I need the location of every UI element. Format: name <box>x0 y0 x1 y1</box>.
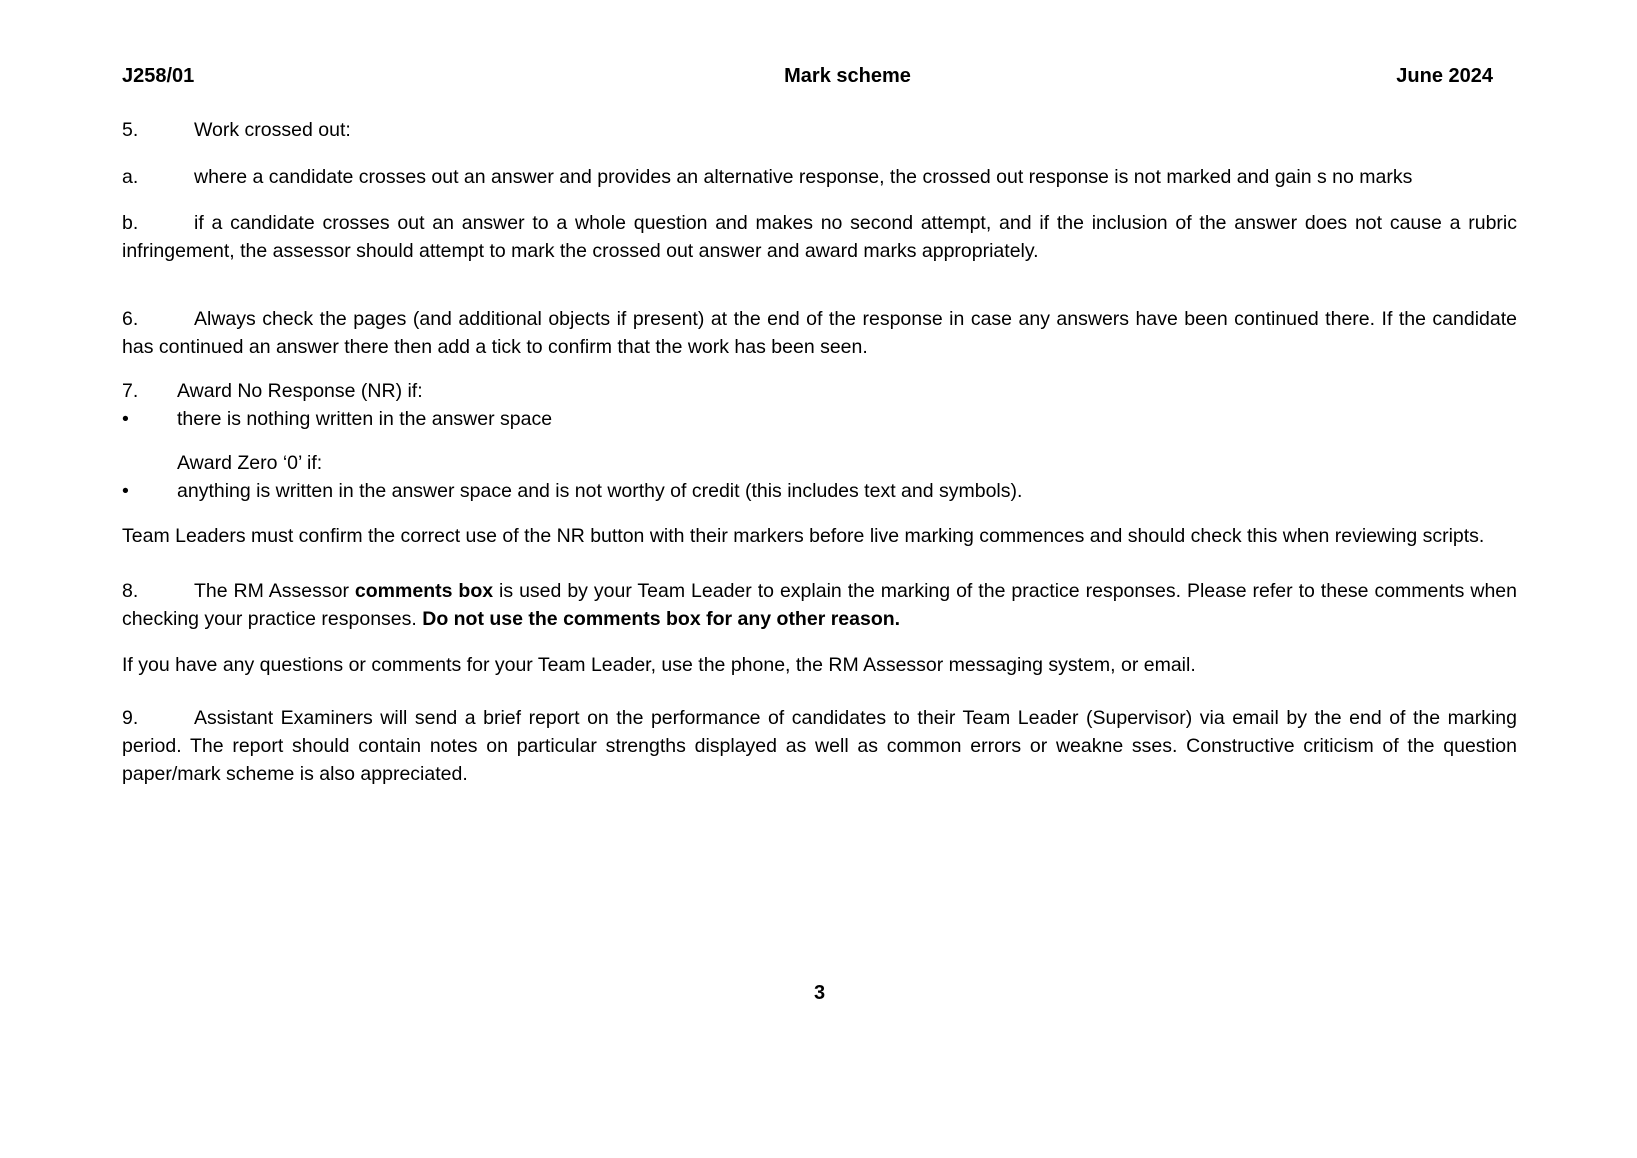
header-paper-code: J258/01 <box>122 65 195 87</box>
item-7-bullet-text: there is nothing written in the answer space <box>177 408 553 430</box>
item-8-bold-warning: Do not use the comments box for any other reason. <box>422 608 901 630</box>
page-number: 3 <box>813 982 826 1004</box>
item-8 <box>122 577 1517 633</box>
item-8-text-2: is used by your Team Leader to explain the marking of the practice responses. Please refer to these comments when checking your practice responses. <box>122 580 1517 630</box>
item-9-number: 9. <box>122 707 139 729</box>
award-zero-bullet <box>122 477 1517 505</box>
page-footer <box>122 979 1517 1007</box>
item-6-number: 6. <box>122 308 139 330</box>
item-5a <box>122 163 1517 191</box>
item-8-number: 8. <box>122 580 139 602</box>
award-zero-text: Award Zero ‘0’ if: <box>177 452 323 474</box>
item-9-text: Assistant Examiners will send a brief report on the performance of candidates to their Team Leader (Supervisor) via email by the end of the marking period. The report should contain notes on particular strengths displayed as well as common errors or weakne sses. Constructive criticism of the question paper/mark scheme is also appreciated. <box>122 707 1517 785</box>
item-5b-letter: b. <box>122 212 139 234</box>
team-leaders-text: Team Leaders must confirm the correct use of the NR button with their markers before live marking commences and should check this when reviewing scripts. <box>122 525 1485 547</box>
document-body <box>122 116 1517 788</box>
item-5b-text: if a candidate crosses out an answer to a whole question and makes no second attempt, and if the inclusion of the answer does not cause a rubric infringement, the assessor should attempt to mark the crossed out answer and award marks appropriately. <box>122 212 1517 262</box>
item-5b <box>122 209 1517 265</box>
item-6 <box>122 305 1517 361</box>
item-8-text-1: The RM Assessor <box>194 580 355 602</box>
item-9 <box>122 704 1517 788</box>
award-zero-bullet-text: anything is written in the answer space and is not worthy of credit (this includes text and symbols). <box>177 480 1023 502</box>
award-zero-heading <box>122 449 1517 477</box>
header-date: June 2024 <box>1396 65 1493 87</box>
page-header <box>122 62 1517 90</box>
bullet-icon: • <box>122 480 129 502</box>
item-7 <box>122 377 1517 405</box>
team-leaders-note <box>122 522 1517 550</box>
item-5-number: 5. <box>122 119 139 141</box>
header-title: Mark scheme <box>784 65 911 87</box>
contact-note-text: If you have any questions or comments for your Team Leader, use the phone, the RM Assessor messaging system, or email. <box>122 654 1196 676</box>
item-8-bold-comments-box: comments box <box>354 580 494 602</box>
item-5a-letter: a. <box>122 166 139 188</box>
item-5a-text: where a candidate crosses out an answer and provides an alternative response, the crossed out response is not marked and gain s no marks <box>194 166 1413 188</box>
item-5 <box>122 116 1517 144</box>
item-6-text: Always check the pages (and additional objects if present) at the end of the response in case any answers have been continued there. If the candidate has continued an answer there then add a tick to confirm that the work has been seen. <box>122 308 1517 358</box>
item-7-text: Award No Response (NR) if: <box>177 380 423 402</box>
bullet-icon: • <box>122 408 129 430</box>
item-7-bullet <box>122 405 1517 433</box>
item-7-number: 7. <box>122 380 139 402</box>
item-5-text: Work crossed out: <box>194 119 351 141</box>
contact-note <box>122 651 1517 679</box>
